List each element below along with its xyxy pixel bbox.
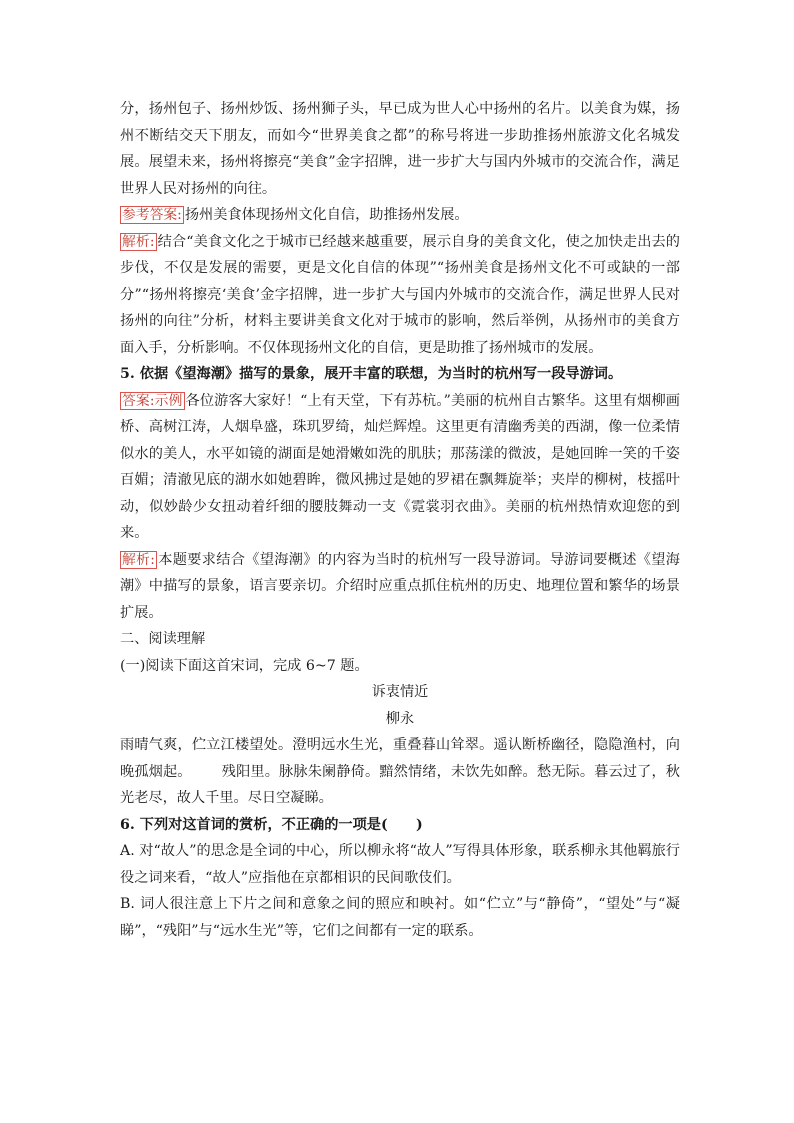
- poem-part-2: 残阳里。脉脉朱阑静倚。黯然情绪，未饮先如醉。愁无际。暮云过了，秋光老尽，故人千里。尽日空凝睇。: [120, 763, 680, 806]
- analysis-block-5: [120, 547, 680, 627]
- reference-answer-tag: 参考答案:: [122, 207, 182, 223]
- answer-tag: 答案:示例: [122, 392, 183, 409]
- poem-author: 柳永: [385, 710, 415, 727]
- answer-text: 各位游客大家好！“上有天堂，下有苏杭。”美丽的杭州自古繁华。这里有烟柳画桥、高树江涛，人烟阜盛，珠玑罗绮，灿烂辉煌。这里更有清幽秀美的西湖，像一位柔情似水的美人，水平如镜的湖面是她滑嫩如洗的肌肤；那荡漾的微波，是她回眸一笑的千姿百媚；清澈见底的湖水如她碧眸，微风拂过是她的罗裙在飘舞旋举；夹岸的柳树，枝摇叶动，似妙龄少女扭动着纤细的腰肢舞动一支《霓裳羽衣曲》。美丽的杭州热情欢迎您的到来。: [120, 392, 680, 541]
- analysis-block-1: [120, 229, 680, 362]
- poem-title: 诉衷情近: [371, 684, 429, 700]
- option-a: A. 对“故人”的思念是全词的中心，所以柳永将“故人”写得具体形象，联系柳永其他羁旅行役之词来看，“故人”应指他在京都相识的民间歌伎们。: [120, 843, 680, 886]
- poem-part-1: 雨晴气爽，伫立江楼望处。澄明远水生光，重叠暮山耸翠。遥认断桥幽径，隐隐渔村，向晚孤烟起。: [120, 737, 680, 780]
- answer-5: [120, 388, 680, 547]
- document-page: [120, 96, 680, 944]
- analysis-text: 本题要求结合《望海潮》的内容为当时的杭州写一段导游词。导游词要概述《望海潮》中描写的景象，语言要亲切。介绍时应重点抓住杭州的历史、地理位置和繁华的场景扩展。: [120, 551, 680, 621]
- analysis-text: 结合“美食文化之于城市已经越来越重要，展示自身的美食文化，使之加快走出去的步伐，不仅是发展的需要，更是文化自信的体现”“扬州美食是扬州文化不可或缺的一部分”“扬州将擦亮‘美食’金字招牌，进一步扩大与国内外城市的交流合作，满足世界人民对扬州的向往”分析，材料主要讲美食文化对于城市的影响，然后举例，从扬州市的美食方面入手，分析影响。不仅体现扬州文化的自信，更是助推了扬州城市的发展。: [120, 233, 680, 356]
- reference-answer-text: 扬州美食体现扬州文化自信，助推扬州发展。: [184, 207, 469, 223]
- option-b: B. 词人很注意上下片之间和意象之间的照应和映衬。如“伫立”与“静倚”，“望处”与“凝睇”，“残阳”与“远水生光”等，它们之间都有一定的联系。: [120, 896, 680, 939]
- analysis-tag: 解析:: [122, 233, 155, 250]
- question-6: 6. 下列对这首词的赏析，不正确的一项是( ): [120, 816, 423, 833]
- question-5: 5. 依据《望海潮》描写的景象，展开丰富的联想，为当时的杭州写一段导游词。: [120, 366, 623, 382]
- subsection-instruction: (一)阅读下面这首宋词，完成 6~7 题。: [120, 657, 369, 674]
- paragraph-yangzhou-food: 分，扬州包子、扬州炒饭、扬州狮子头，早已成为世人心中扬州的名片。以美食为媒，扬州不断结交天下朋友，而如今“世界美食之都”的称号将进一步助推扬州旅游文化名城发展。展望未来，扬州将擦亮“美食”金字招牌，进一步扩大与国内外城市的交流合作，满足世界人民对扬州的向往。: [120, 101, 680, 197]
- poem-body: [120, 732, 680, 812]
- reference-answer: [120, 202, 680, 229]
- section-heading-reading: 二、阅读理解: [120, 631, 206, 647]
- analysis-tag: 解析:: [122, 551, 155, 568]
